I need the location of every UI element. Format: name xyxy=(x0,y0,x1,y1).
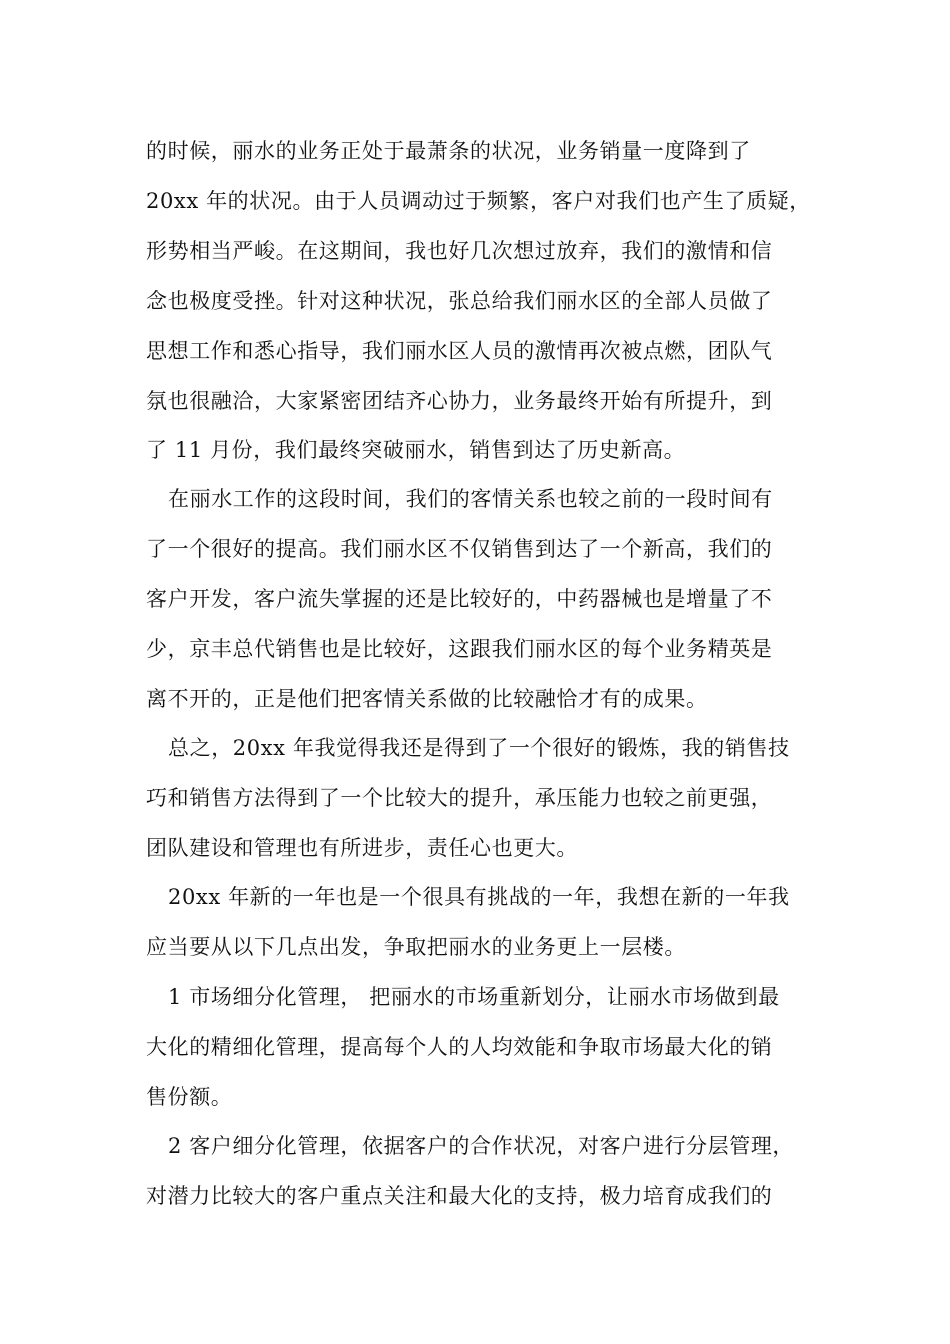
text-line: 思想工作和悉心指导，我们丽水区人员的激情再次被点燃，团队气 xyxy=(146,339,773,363)
list-item-first-line: 2 客户细分化管理，依据客户的合作状况，对客户进行分层管理， xyxy=(168,1134,795,1158)
text-line: 少，京丰总代销售也是比较好，这跟我们丽水区的每个业务精英是 xyxy=(146,637,773,661)
text-line: 团队建设和管理也有所进步，责任心也更大。 xyxy=(146,836,578,860)
text-line: 了 11 月份，我们最终突破丽水，销售到达了历史新高。 xyxy=(146,438,686,462)
text-line: 巧和销售方法得到了一个比较大的提升，承压能力也较之前更强， xyxy=(146,786,773,810)
text-line: 对潜力比较大的客户重点关注和最大化的支持，极力培育成我们的 xyxy=(146,1184,773,1208)
text-line: 离不开的，正是他们把客情关系做的比较融恰才有的成果。 xyxy=(146,687,708,711)
text-line: 应当要从以下几点出发，争取把丽水的业务更上一层楼。 xyxy=(146,935,686,959)
text-line: 售份额。 xyxy=(146,1085,233,1109)
text-line: 念也极度受挫。针对这种状况，张总给我们丽水区的全部人员做了 xyxy=(146,289,773,313)
text-line: 20xx 年的状况。由于人员调动过于频繁，客户对我们也产生了质疑， xyxy=(146,189,811,213)
paragraph-first-line: 在丽水工作的这段时间，我们的客情关系也较之前的一段时间有 xyxy=(168,487,773,511)
text-line: 客户开发，客户流失掌握的还是比较好的，中药器械也是增量了不 xyxy=(146,587,773,611)
text-line: 的时候，丽水的业务正处于最萧条的状况，业务销量一度降到了 xyxy=(146,139,751,163)
paragraph-first-line: 20xx 年新的一年也是一个很具有挑战的一年，我想在新的一年我 xyxy=(168,885,790,909)
paragraph-first-line: 总之，20xx 年我觉得我还是得到了一个很好的锻炼，我的销售技 xyxy=(168,736,790,760)
text-line: 了一个很好的提高。我们丽水区不仅销售到达了一个新高，我们的 xyxy=(146,537,773,561)
text-line: 形势相当严峻。在这期间，我也好几次想过放弃，我们的激情和信 xyxy=(146,239,773,263)
list-item-first-line: 1 市场细分化管理， 把丽水的市场重新划分，让丽水市场做到最 xyxy=(168,985,780,1009)
text-line: 氛也很融洽，大家紧密团结齐心协力，业务最终开始有所提升，到 xyxy=(146,389,773,413)
text-line: 大化的精细化管理，提高每个人的人均效能和争取市场最大化的销 xyxy=(146,1035,773,1059)
